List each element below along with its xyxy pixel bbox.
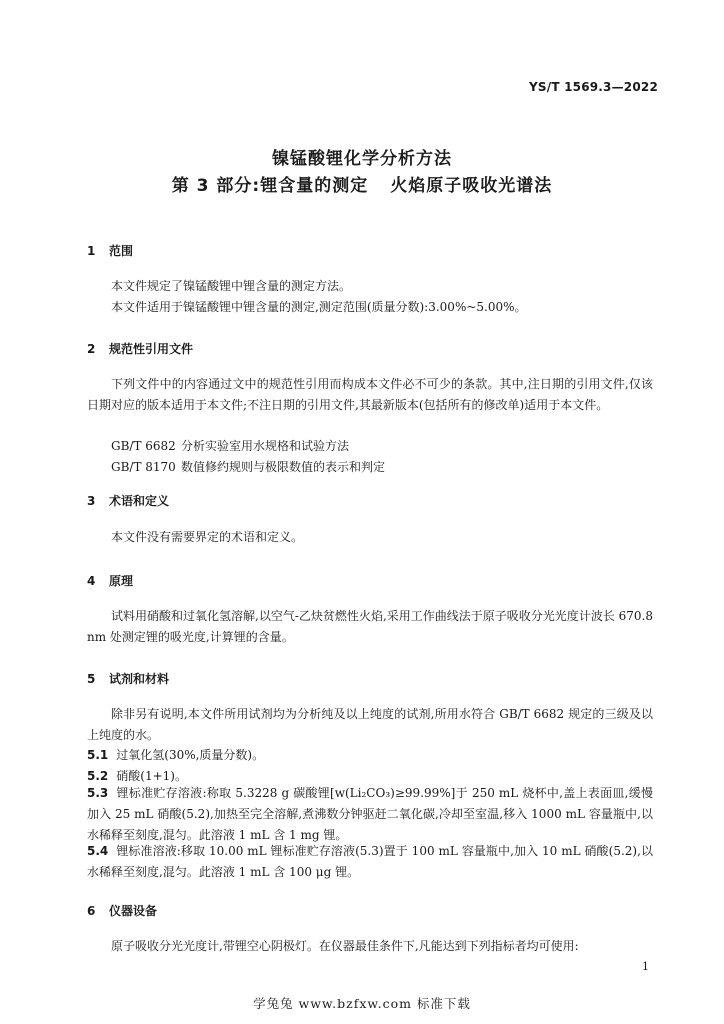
clause-5-4: 5.4 锂标准溶液:移取 10.00 mL 锂标准贮存溶液(5.3)置于 100 mL 容量瓶中,加入 10 mL 硝酸(5.2),以水稀释至刻度,混匀。此溶液 1 mL 含 100 μg 锂。 (87, 844, 653, 879)
document-title: 镍锰酸锂化学分析方法 (272, 149, 452, 169)
document-subtitle (0, 171, 724, 196)
standard-code: YS/T 1569.3—2022 (529, 80, 658, 94)
normative-reference: GB/T 8170 数值修约规则与极限数值的表示和判定 (111, 460, 386, 474)
section-heading-3: 3 术语和定义 (87, 494, 170, 508)
footer-watermark: 学兔兔 www.bzfxw.com 标准下载 (253, 996, 471, 1011)
page-number: 1 (642, 960, 649, 973)
section-heading-6: 6 仪器设备 (87, 904, 158, 918)
clause-5-2: 5.2 硝酸(1+1)。 (87, 769, 187, 783)
normative-reference: GB/T 6682 分析实验室用水规格和试验方法 (111, 439, 350, 453)
section-3-para-1: 本文件没有需要界定的术语和定义。 (111, 530, 304, 544)
subtitle-part: 第 3 部分:锂含量的测定 (171, 176, 369, 196)
section-6-para-1: 原子吸收分光光度计,带锂空心阴极灯。在仪器最佳条件下,凡能达到下列指标者均可使用: (111, 939, 579, 953)
section-heading-5: 5 试剂和材料 (87, 672, 170, 686)
clause-5-3: 5.3 锂标准贮存溶液:称取 5.3228 g 碳酸锂[w(Li₂CO₃)≥99.99%]于 250 mL 烧杯中,盖上表面皿,缓慢加入 25 mL 硝酸(5.2),加热至完全溶解,煮沸数分钟驱赶二氧化碳,冷却至室温,移入 1000 mL 容量瓶中,以水稀释至刻度,混匀。此溶液 1 mL 含 1 mg 锂。 (87, 786, 653, 842)
subtitle-method: 火焰原子吸收光谱法 (390, 176, 553, 196)
section-heading-1: 1 范围 (87, 244, 134, 258)
clause-5-1: 5.1 过氧化氢(30%,质量分数)。 (87, 748, 265, 762)
section-4-para-1: 试料用硝酸和过氧化氢溶解,以空气-乙炔贫燃性火焰,采用工作曲线法于原子吸收分光光度计波长 670.8 nm 处测定锂的吸光度,计算锂的含量。 (87, 609, 653, 644)
section-heading-2: 2 规范性引用文件 (87, 342, 194, 356)
section-5-para-1: 除非另有说明,本文件所用试剂均为分析纯及以上纯度的试剂,所用水符合 GB/T 6682 规定的三级及以上纯度的水。 (87, 707, 653, 742)
section-heading-4: 4 原理 (87, 574, 134, 588)
section-1-para-2: 本文件适用于镍锰酸锂中锂含量的测定,测定范围(质量分数):3.00%~5.00%。 (111, 300, 527, 314)
section-1-para-1: 本文件规定了镍锰酸锂中锂含量的测定方法。 (111, 279, 352, 293)
section-2-para-1: 下列文件中的内容通过文中的规范性引用而构成本文件必不可少的条款。其中,注日期的引用文件,仅该日期对应的版本适用于本文件;不注日期的引用文件,其最新版本(包括所有的修改单)适用于本文件。 (87, 377, 653, 412)
